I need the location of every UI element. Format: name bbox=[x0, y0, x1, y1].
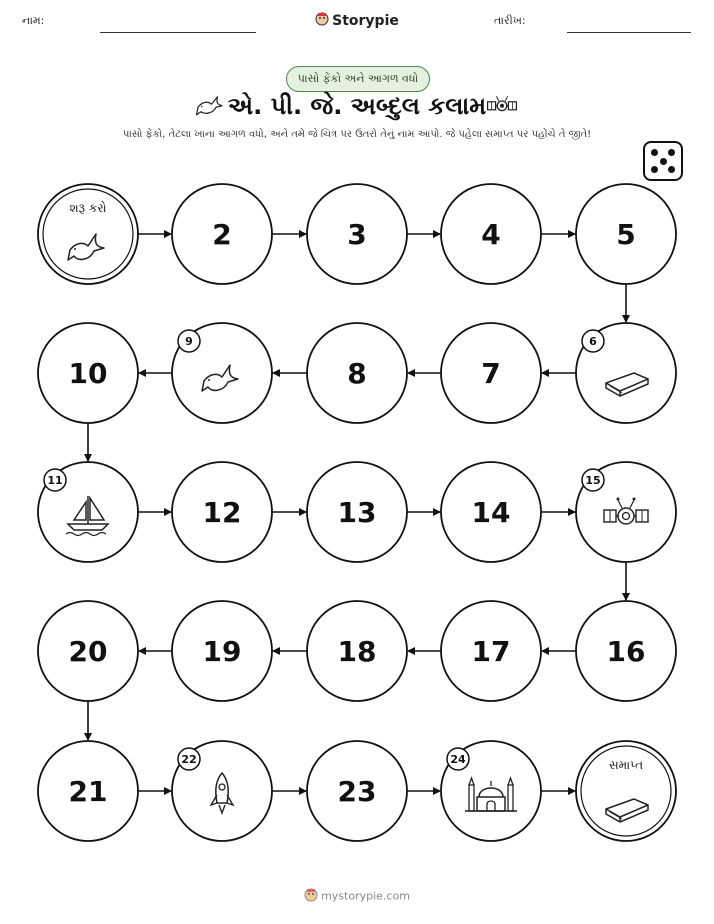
cell-number: 15 bbox=[585, 474, 601, 487]
cell-number: 23 bbox=[337, 775, 377, 808]
board-cell[interactable] bbox=[576, 462, 676, 562]
board-cell[interactable] bbox=[38, 323, 138, 423]
cell-number: 24 bbox=[450, 753, 466, 766]
board-cell[interactable] bbox=[172, 741, 272, 841]
board-cell[interactable] bbox=[172, 601, 272, 701]
board-cell[interactable] bbox=[576, 323, 676, 423]
cell-number: 19 bbox=[202, 635, 242, 668]
cell-number: 22 bbox=[181, 753, 197, 766]
board-cell[interactable] bbox=[38, 741, 138, 841]
game-badge: પાસો ફેંકો અને આગળ વધો bbox=[286, 66, 430, 92]
storypie-logo-icon bbox=[304, 888, 318, 905]
cell-number: 16 bbox=[606, 635, 646, 668]
board-cell[interactable] bbox=[38, 601, 138, 701]
board-cell[interactable] bbox=[576, 601, 676, 701]
board-cell[interactable] bbox=[441, 323, 541, 423]
finish-cell[interactable] bbox=[576, 741, 676, 841]
cell-number: 17 bbox=[471, 635, 511, 668]
board-cell[interactable] bbox=[441, 462, 541, 562]
board-cell[interactable] bbox=[307, 601, 407, 701]
finish-label: સમાપ્ત bbox=[608, 758, 644, 772]
board-cell[interactable] bbox=[441, 601, 541, 701]
date-label: તારીખ: bbox=[494, 14, 526, 27]
cell-number: 6 bbox=[589, 335, 597, 348]
cell-number: 3 bbox=[347, 218, 367, 251]
cell-number: 7 bbox=[481, 357, 501, 390]
board-cell[interactable] bbox=[307, 462, 407, 562]
cell-number: 18 bbox=[337, 635, 377, 668]
brand-name: Storypie bbox=[332, 13, 399, 29]
page-title: એ. પી. જે. અબ્દુલ કલામ bbox=[227, 92, 487, 120]
instructions: પાસો ફેંકો, તેટલા ખાના આગળ વધો, અને તમે જે ચિત્ર પર ઉતરો તેનું નામ આપો. જે પહેલા સમાપ્ત પર પહોંચે તે જીતે! bbox=[122, 129, 592, 140]
board-cell[interactable] bbox=[38, 462, 138, 562]
board-cell[interactable] bbox=[307, 184, 407, 284]
cell-number: 5 bbox=[616, 218, 636, 251]
board-cell[interactable] bbox=[441, 184, 541, 284]
cell-number: 4 bbox=[481, 218, 501, 251]
board-cell[interactable] bbox=[576, 184, 676, 284]
start-cell[interactable] bbox=[38, 184, 138, 284]
cell-number: 9 bbox=[185, 335, 193, 348]
cell-number: 8 bbox=[347, 357, 367, 390]
footer bbox=[0, 888, 714, 905]
board-cell[interactable] bbox=[172, 184, 272, 284]
cell-number: 14 bbox=[471, 496, 511, 529]
cell-number: 12 bbox=[202, 496, 242, 529]
board-cell[interactable] bbox=[307, 323, 407, 423]
board-cell[interactable] bbox=[172, 323, 272, 423]
cell-number: 21 bbox=[68, 775, 108, 808]
board-cell[interactable] bbox=[172, 462, 272, 562]
cell-number: 2 bbox=[212, 218, 232, 251]
cell-number: 20 bbox=[68, 635, 108, 668]
start-label: શરૂ કરો bbox=[69, 201, 107, 215]
board-cell[interactable] bbox=[441, 741, 541, 841]
cell-number: 11 bbox=[47, 474, 63, 487]
cell-number: 10 bbox=[68, 357, 108, 390]
board-cell[interactable] bbox=[307, 741, 407, 841]
name-label: નામ: bbox=[22, 14, 45, 27]
cell-number: 13 bbox=[337, 496, 377, 529]
footer-url: mystorypie.com bbox=[321, 889, 410, 903]
